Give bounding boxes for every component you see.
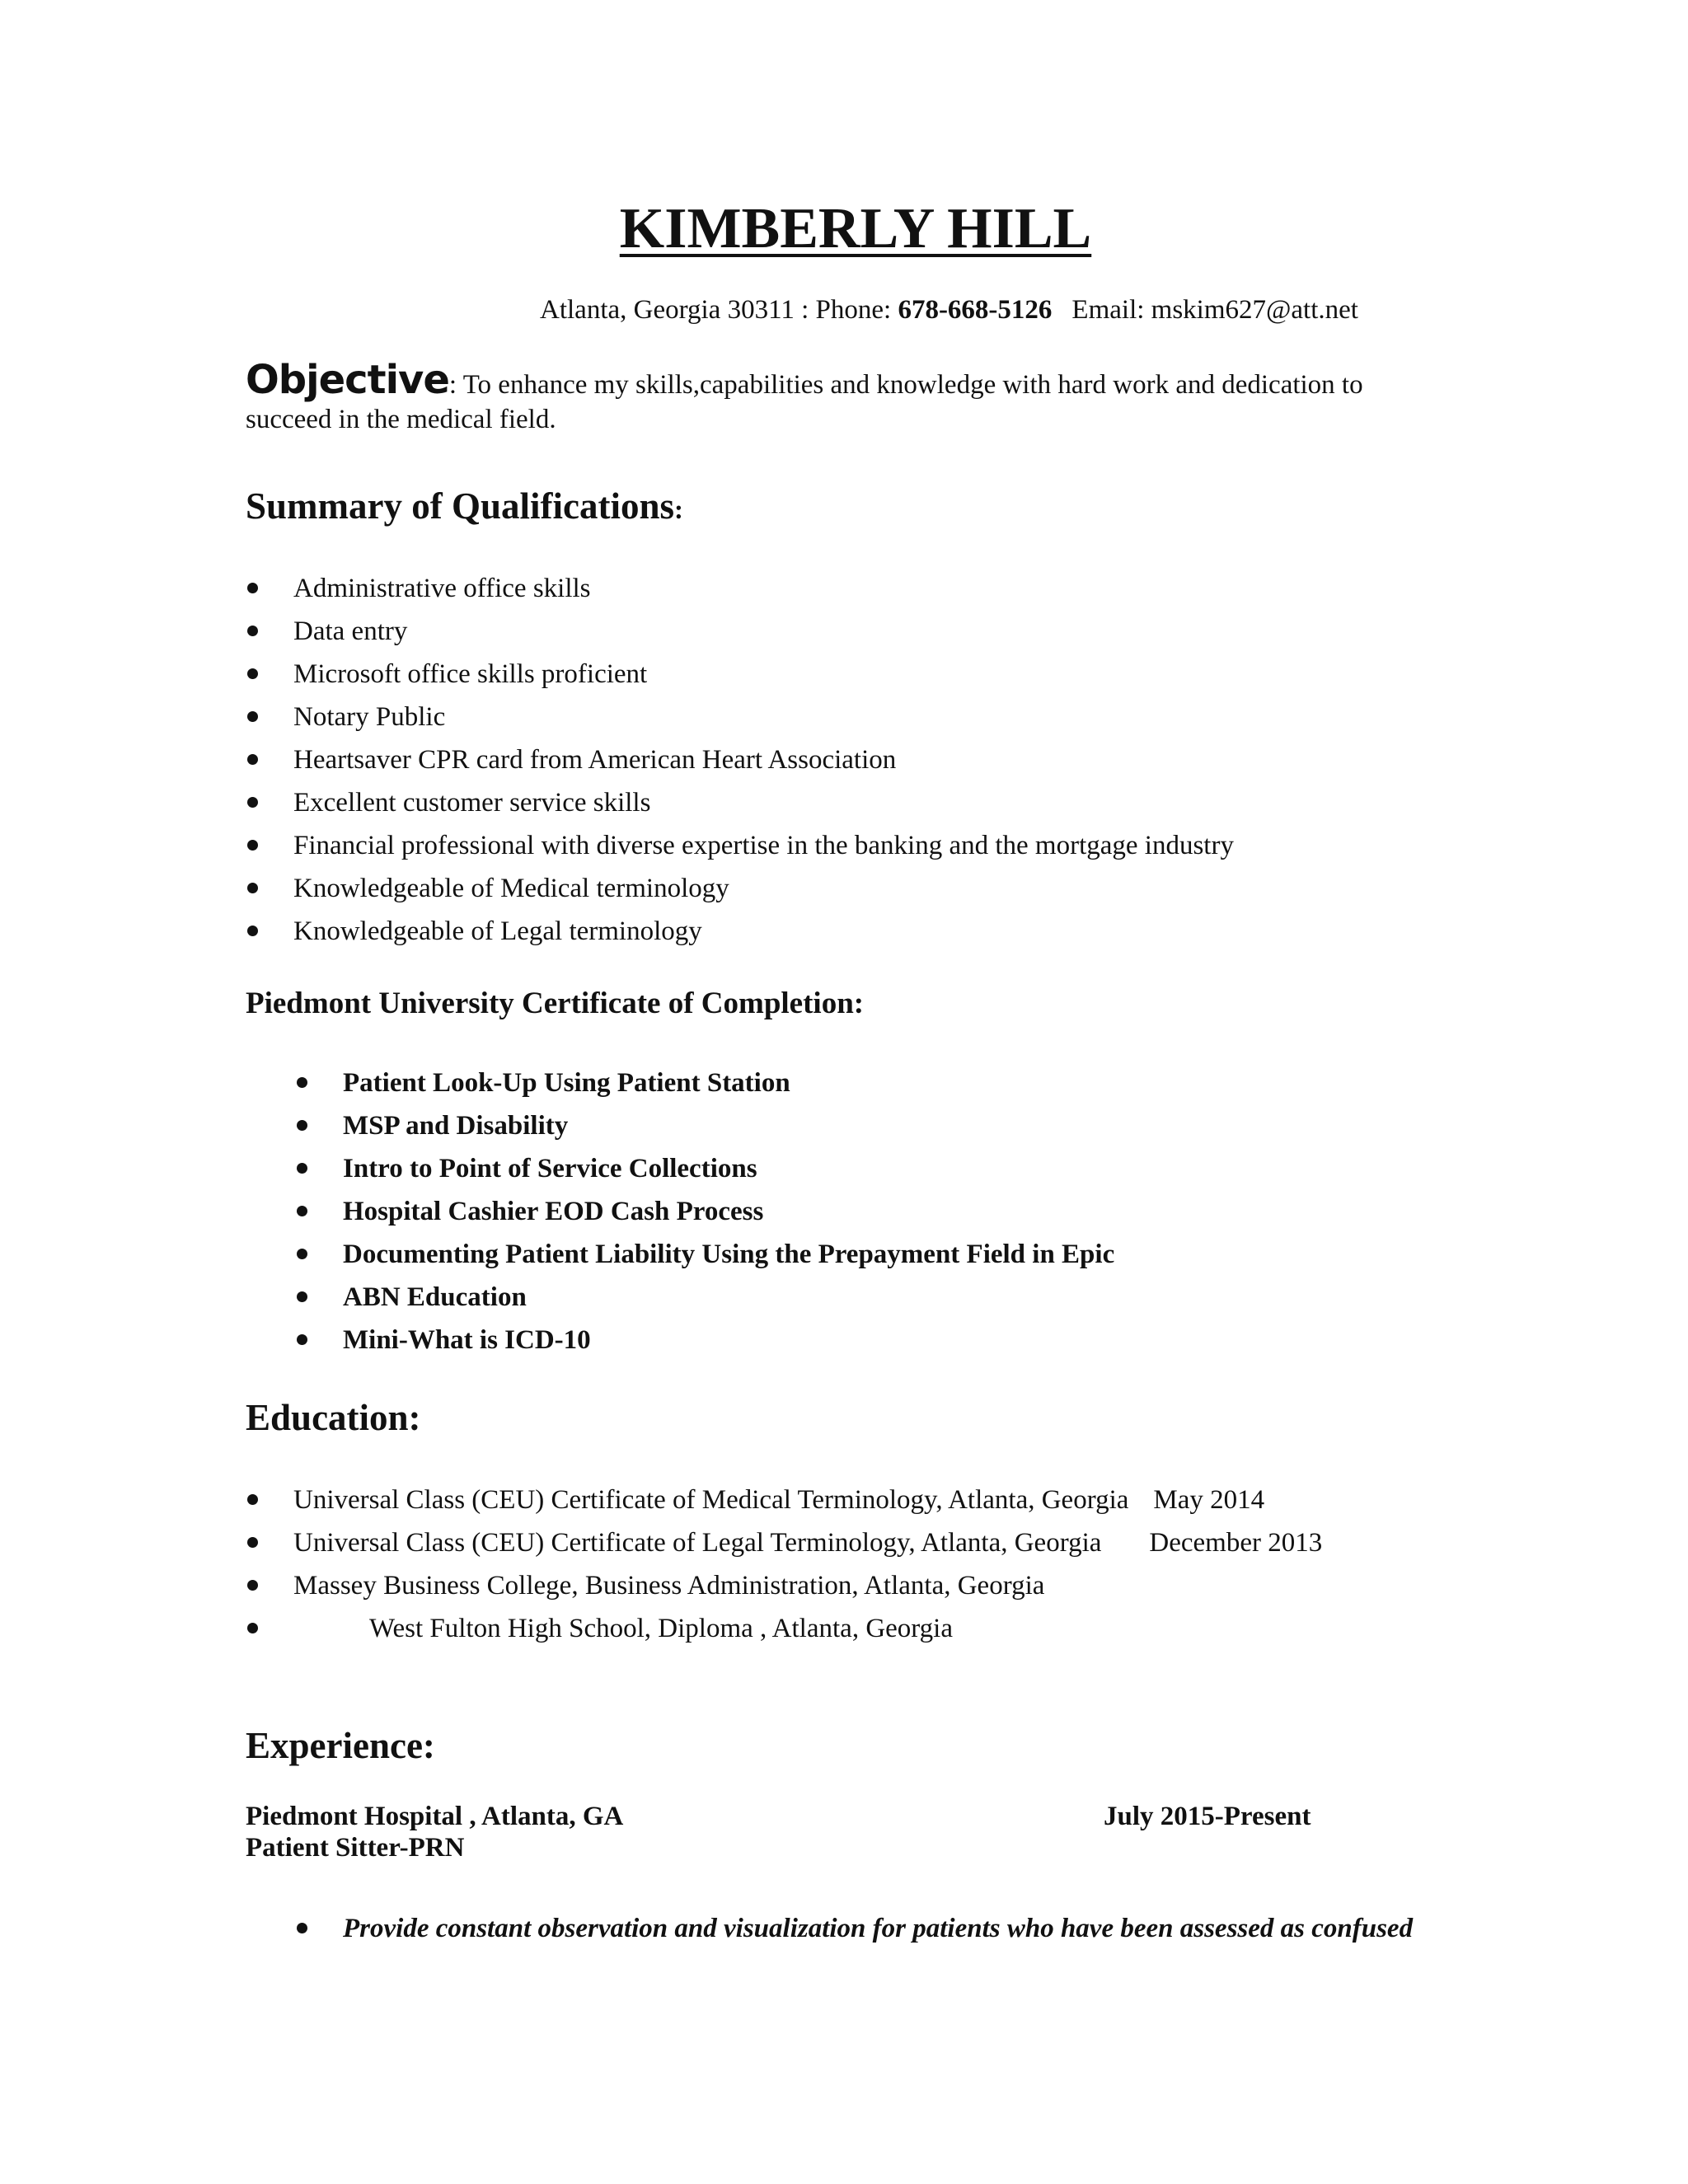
bullet-icon <box>247 1537 258 1548</box>
bullet-icon <box>297 1291 307 1302</box>
list-item: ABN Education <box>295 1276 1114 1319</box>
bullet-icon <box>247 883 258 893</box>
list-item: Universal Class (CEU) Certificate of Medical Terminology, Atlanta, Georgia May 2014 <box>246 1479 1322 1521</box>
bullet-icon <box>297 1334 307 1345</box>
experience-heading: Experience: <box>246 1725 435 1766</box>
objective-text-line2: succeed in the medical field. <box>246 405 556 434</box>
qualifications-heading: Summary of Qualifications: <box>246 485 684 527</box>
bullet-icon <box>297 1249 307 1259</box>
objective-heading: Objective <box>246 357 449 403</box>
list-item: Patient Look-Up Using Patient Station <box>295 1062 1114 1104</box>
email-address: mskim627@att.net <box>1151 295 1358 325</box>
bullet-icon <box>297 1077 307 1088</box>
bullet-icon <box>247 754 258 765</box>
list-item: Notary Public <box>246 696 1234 738</box>
bullet-icon <box>247 797 258 808</box>
bullet-icon <box>247 583 258 593</box>
bullet-icon <box>247 626 258 636</box>
list-item: Provide constant observation and visualization for patients who have been assessed as confused <box>295 1907 1413 1950</box>
experience-duties-list <box>295 1907 1413 1950</box>
bullet-icon <box>247 926 258 936</box>
bullet-icon <box>297 1120 307 1131</box>
bullet-icon <box>247 840 258 851</box>
education-list <box>246 1479 1322 1650</box>
list-item: Documenting Patient Liability Using the Prepayment Field in Epic <box>295 1233 1114 1276</box>
bullet-icon <box>247 1580 258 1591</box>
list-item: Excellent customer service skills <box>246 781 1234 824</box>
location-text: Atlanta, Georgia 30311 : Phone: <box>540 295 898 325</box>
bullet-icon <box>297 1163 307 1174</box>
certificate-list <box>295 1062 1114 1361</box>
list-item: Financial professional with diverse expertise in the banking and the mortgage industry <box>246 824 1234 867</box>
phone-number: 678-668-5126 <box>898 295 1053 325</box>
bullet-icon <box>247 1623 258 1633</box>
list-item: Intro to Point of Service Collections <box>295 1147 1114 1190</box>
experience-employer: Piedmont Hospital , Atlanta, GA <box>246 1802 624 1831</box>
bullet-icon <box>297 1923 307 1933</box>
bullet-icon <box>247 668 258 679</box>
list-item: West Fulton High School, Diploma , Atlanta, Georgia <box>246 1607 1322 1650</box>
objective-text-line1: : To enhance my skills,capabilities and knowledge with hard work and dedication to <box>448 370 1363 400</box>
list-item: Massey Business College, Business Administration, Atlanta, Georgia <box>246 1564 1322 1607</box>
list-item: Heartsaver CPR card from American Heart Association <box>246 738 1234 781</box>
list-item: Knowledgeable of Medical terminology <box>246 867 1234 910</box>
list-item: Hospital Cashier EOD Cash Process <box>295 1190 1114 1233</box>
contact-line <box>540 295 1358 326</box>
experience-dates: July 2015-Present <box>1104 1802 1311 1831</box>
list-item: Microsoft office skills proficient <box>246 653 1234 696</box>
bullet-icon <box>247 711 258 722</box>
bullet-icon <box>247 1494 258 1505</box>
experience-role: Patient Sitter-PRN <box>246 1833 465 1863</box>
list-item: Universal Class (CEU) Certificate of Legal Terminology, Atlanta, Georgia December 2013 <box>246 1521 1322 1564</box>
email-label: Email: <box>1071 295 1151 325</box>
certificate-heading: Piedmont University Certificate of Completion: <box>246 987 865 1020</box>
list-item: Data entry <box>246 610 1234 653</box>
education-heading: Education: <box>246 1397 421 1438</box>
candidate-name: KIMBERLY HILL <box>619 197 1092 260</box>
bullet-icon <box>297 1206 307 1216</box>
list-item: MSP and Disability <box>295 1104 1114 1147</box>
list-item: Administrative office skills <box>246 567 1234 610</box>
qualifications-list <box>246 567 1234 953</box>
objective-section <box>246 357 1400 437</box>
list-item: Mini-What is ICD-10 <box>295 1319 1114 1361</box>
list-item: Knowledgeable of Legal terminology <box>246 910 1234 953</box>
